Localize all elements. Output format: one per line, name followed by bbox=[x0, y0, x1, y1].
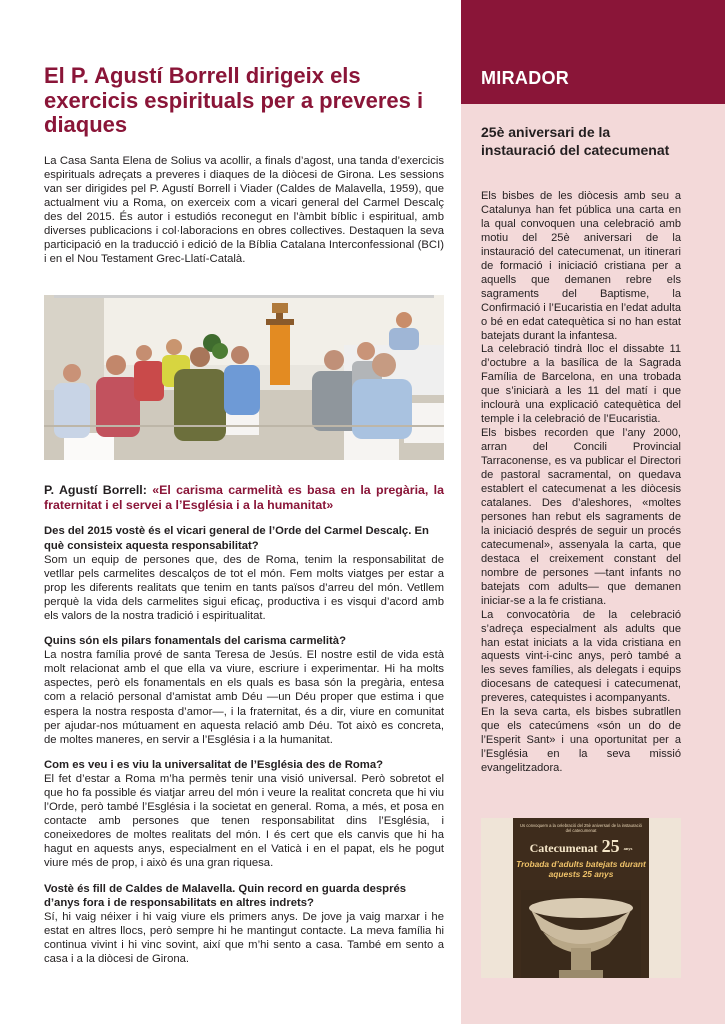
qa-block bbox=[44, 882, 444, 967]
poster-title-suffix: anys bbox=[623, 845, 633, 851]
sidebar-paragraph: Els bisbes de les diòcesis amb seu a Catalunya han fet pública una carta en la qual convoquen una celebració amb motiu del 25è aniversari de la instauració del catecumenat, un itinerari de formació i iniciació cristiana per a aquells que demanen rebre els sagraments del Baptisme, la Confirmació i l’Eucaristia en l’edat adulta o bé en edat catequètica si no han estat batejats durant la infantesa. bbox=[481, 190, 681, 342]
sidebar-article-title: 25è aniversari de la instauració del catecumenat bbox=[481, 124, 670, 158]
sidebar-paragraph: En la seva carta, els bisbes subratllen que els catecúmens «són un do de l’Esperit Sant» i una oportunitat per a l’Església en la seva missió evangelitzadora. bbox=[481, 706, 681, 775]
sidebar-paragraph: La convocatòria de la celebració s’adreça especialment als adults que han estat iniciats a la vida cristiana en aquests vint-i-cinc anys, però també a les seves famílies, als delegats i equips diocesans de catequesi i catecumenat, preveres, catequistes i acompanyants. bbox=[481, 608, 681, 705]
qa-block bbox=[44, 524, 444, 623]
retreat-group-photo bbox=[44, 295, 444, 460]
answer: La nostra família prové de santa Teresa de Jesús. El nostre estil de vida està molt relacionat amb el que ella va viure, escriure i experimentar. Hi ha molts aspectes, però els fonamentals en els quals es basa són la pregària, entesa com a relació personal d’amistat amb Déu —un Déu proper que estima i que espera la nostra resposta d’amor—, i la fraternitat, és a dir, viure en comunitat per ajudar-nos mútuament en aquesta relació amb Déu. Tot això es concreta, de moltes maneres, en servir a l’Església i a la humanitat. bbox=[44, 649, 444, 746]
article-column bbox=[44, 64, 444, 266]
answer: Sí, hi vaig néixer i hi vaig viure els primers anys. De jove ja vaig marxar i he estat en altres llocs, però sempre hi he mantingut contacte. La meva família hi continua vivint i hi vinc sovint, així que m’hi sento a casa. També em sento a casa i a la diòcesi de Girona. bbox=[44, 910, 444, 966]
sidebar-paragraph: La celebració tindrà lloc el dissabte 11 d’octubre a la basílica de la Sagrada Família de Barcelona, en una trobada que s’iniciarà a les 11 del matí i que inclourà una explicació catequètica del temple i la celebració de l’Eucaristia. bbox=[481, 343, 681, 426]
poster-title bbox=[515, 837, 647, 857]
poster-subtitle: Trobada d’adults batejats durant aquests 25 anys bbox=[516, 859, 646, 879]
qa-block bbox=[44, 758, 444, 871]
interview-headline bbox=[44, 483, 444, 513]
article-intro: La Casa Santa Elena de Solius va acollir, a finals d’agost, una tanda d’exercicis espirituals adreçats a preveres i diaques de la diòcesi de Girona. Les sessions van ser dirigides pel P. Agustí Borrell i Viader (Caldes de Malavella, 1959), que actualment viu a Roma, on exerceix com a vicari general del Carmel Descalç des del 2015. És autor i estudiós reconegut en l’àmbit bíblic i espiritual, amb diverses publicacions i col·laboracions en obres collectives. Destaquen la seva participació en la traducció i edició de la Bíblia Catalana Interconfessional (BCI) i en el Nou Testament Grec-Llatí-Català. bbox=[44, 154, 444, 266]
poster-title-number: 25 bbox=[601, 836, 620, 856]
question: Vostè és fill de Caldes de Malavella. Quin record en guarda després d’anys fora i de responsabilitats en altres indrets? bbox=[44, 882, 407, 909]
sidebar-article-body bbox=[481, 190, 681, 776]
interview-section bbox=[44, 483, 444, 966]
baptismal-font-icon bbox=[521, 890, 641, 978]
poster-top-line: Us convoquem a la celebració del 25è aniversari de la instauració del catecumenat bbox=[520, 823, 642, 833]
sidebar-paragraph: Els bisbes recorden que l’any 2000, arran del Concili Provincial Tarraconense, es va publicar el Directori de pastoral sacramental, on quedava establert el catecumenat a les diòcesis catalanes. Des d’aleshores, «moltes persones han rebut els sagraments de la iniciació després de seguir un procés catecumenal», assenyala la carta, que destaca el creixement constant del nombre de persones —tant infants no batejats com adults— que demanen iniciar-se a la fe cristiana. bbox=[481, 427, 681, 607]
question: Quins són els pilars fonamentals del carisma carmelità? bbox=[44, 635, 346, 648]
answer: Som un equip de persones que, des de Roma, tenim la responsabilitat de vetllar pels carmelites descalços de tot el món. Fem molts viatges per estar a prop les diferents realitats que tenim en tants països d’arreu del món. Vetllem perquè la vida dels carmelites sigui eficaç, productiva i es visqui d’acord amb els valors de la nostra tradició i espiritualitat. bbox=[44, 553, 444, 622]
photo-illustration bbox=[44, 295, 444, 460]
question: Com es veu i es viu la universalitat de l’Església des de Roma? bbox=[44, 758, 384, 771]
question: Des del 2015 vostè és el vicari general de l’Orde del Carmel Descalç. En què consisteix aquesta responsabilitat? bbox=[44, 525, 429, 552]
qa-block bbox=[44, 634, 444, 747]
interview-quote: «El carisma carmelità es basa en la pregària, la fraternitat i el servei a l’Església i a la humanitat» bbox=[44, 483, 444, 513]
interviewee-name: P. Agustí Borrell: bbox=[44, 483, 147, 497]
sidebar-header-band bbox=[461, 0, 725, 104]
poster-artwork bbox=[513, 818, 649, 978]
mirador-sidebar bbox=[461, 0, 725, 1024]
article-headline: El P. Agustí Borrell dirigeix els exercicis espirituals per a preveres i diaques bbox=[44, 63, 424, 137]
answer: El fet d’estar a Roma m’ha permès tenir una visió universal. Però sobretot el que ho fa possible és viatjar arreu del món i veure la realitat concreta que hi viu l’Orde, però també l’Església i la societat en general. Roma, a més, et posa en contacte amb persones que tenen responsabilitat dins l’Església, i coneixedores de moltes realitats del món. I és cert que els canvis que hi ha hagut en aquests anys, especialment en el Vaticà i en el papat, els he pogut viure més de prop, i això és una gran riquesa. bbox=[44, 772, 444, 870]
catecumenat-poster bbox=[481, 818, 681, 978]
poster-title-word: Catecumenat bbox=[529, 841, 598, 855]
sidebar-header-title: MIRADOR bbox=[481, 68, 570, 88]
